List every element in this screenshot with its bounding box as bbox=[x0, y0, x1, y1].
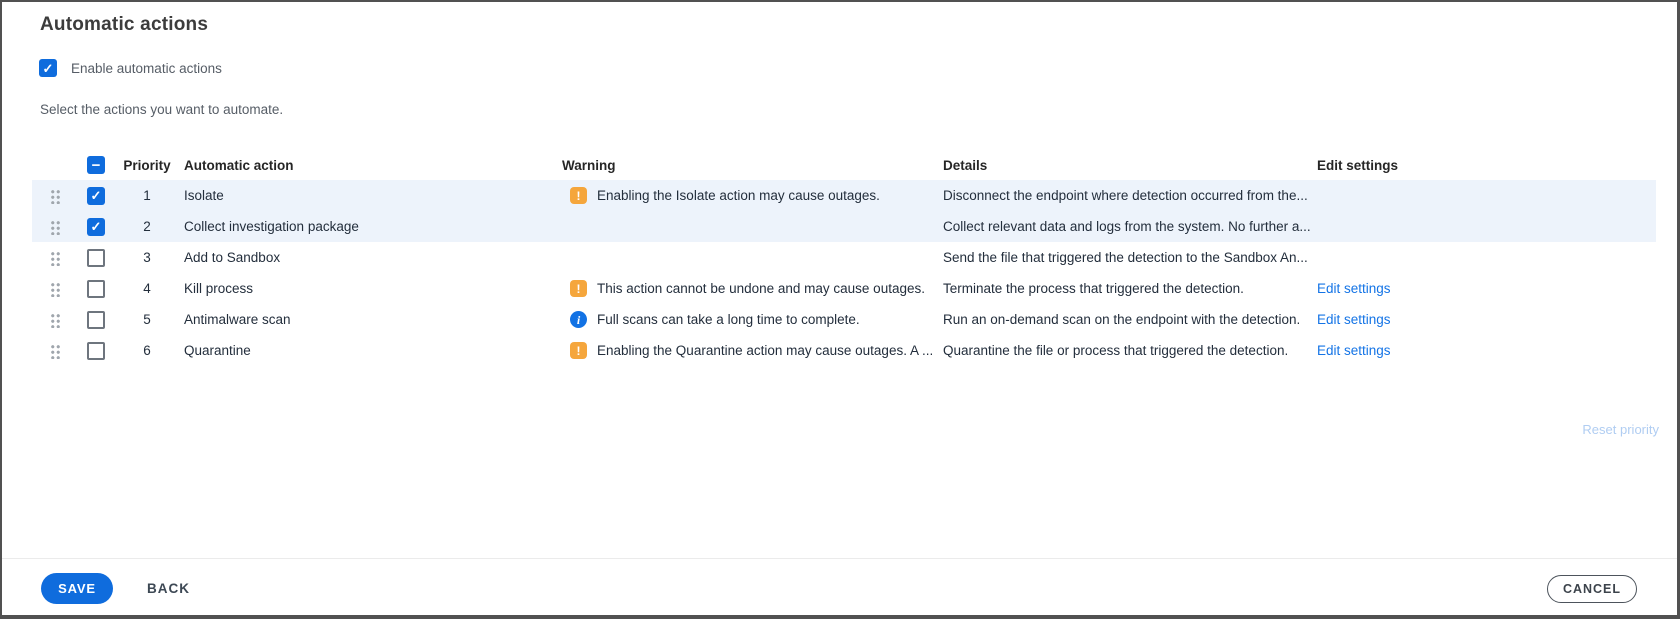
table-row bbox=[32, 242, 1656, 273]
details-cell: Send the file that triggered the detection to the Sandbox An... bbox=[943, 250, 1308, 265]
header-automatic-action: Automatic action bbox=[184, 157, 294, 173]
drag-handle-icon[interactable] bbox=[50, 219, 61, 235]
drag-handle-icon[interactable] bbox=[50, 343, 61, 359]
warning-icon: ! bbox=[570, 280, 587, 297]
action-name-cell: Antimalware scan bbox=[184, 312, 291, 327]
warning-cell bbox=[562, 249, 943, 266]
warning-cell bbox=[562, 187, 943, 204]
header-edit-settings: Edit settings bbox=[1317, 157, 1399, 173]
automatic-actions-table bbox=[32, 150, 1656, 366]
checkbox-cell bbox=[72, 249, 110, 267]
priority-cell: 6 bbox=[143, 343, 151, 358]
save-button[interactable]: SAVE bbox=[41, 573, 113, 604]
page-title: Automatic actions bbox=[40, 14, 209, 35]
edit-settings-cell bbox=[1317, 343, 1656, 358]
footer-divider bbox=[2, 558, 1677, 559]
edit-settings-link[interactable]: Edit settings bbox=[1317, 281, 1391, 296]
edit-settings-cell bbox=[1317, 312, 1656, 327]
indeterminate-icon: − bbox=[91, 156, 101, 174]
info-icon: i bbox=[570, 311, 587, 328]
priority-cell: 4 bbox=[143, 281, 151, 296]
header-warning: Warning bbox=[562, 157, 616, 173]
drag-handle-icon[interactable] bbox=[50, 312, 61, 328]
drag-handle-icon[interactable] bbox=[50, 281, 61, 297]
action-name-cell: Collect investigation package bbox=[184, 219, 359, 234]
checkbox-cell bbox=[72, 342, 110, 360]
table-row bbox=[32, 180, 1656, 211]
table-row bbox=[32, 335, 1656, 366]
edit-settings-link[interactable]: Edit settings bbox=[1317, 343, 1391, 358]
enable-automatic-actions-row bbox=[39, 59, 222, 77]
warning-text: Enabling the Isolate action may cause outages. bbox=[597, 188, 880, 203]
select-all-checkbox[interactable] bbox=[87, 156, 105, 174]
action-name-cell: Kill process bbox=[184, 281, 254, 296]
table-row bbox=[32, 273, 1656, 304]
row-checkbox[interactable] bbox=[87, 311, 105, 329]
details-cell: Terminate the process that triggered the detection. bbox=[943, 281, 1244, 296]
header-drag-column bbox=[32, 157, 72, 173]
row-checkbox[interactable] bbox=[87, 249, 105, 267]
checkbox-cell bbox=[72, 280, 110, 298]
drag-handle-icon[interactable] bbox=[50, 188, 61, 204]
table-row bbox=[32, 211, 1656, 242]
drag-cell bbox=[32, 343, 72, 359]
enable-automatic-actions-checkbox[interactable] bbox=[39, 59, 57, 77]
drag-cell bbox=[32, 312, 72, 328]
details-cell: Collect relevant data and logs from the system. No further a... bbox=[943, 219, 1311, 234]
drag-cell bbox=[32, 281, 72, 297]
warning-text: Full scans can take a long time to complete. bbox=[597, 312, 860, 327]
reset-priority-link[interactable]: Reset priority bbox=[1582, 422, 1659, 437]
header-details: Details bbox=[943, 157, 988, 173]
row-checkbox[interactable] bbox=[87, 280, 105, 298]
action-name-cell: Quarantine bbox=[184, 343, 251, 358]
row-checkbox[interactable] bbox=[87, 342, 105, 360]
warning-cell bbox=[562, 280, 943, 297]
warning-icon: ! bbox=[570, 342, 587, 359]
select-actions-subtitle: Select the actions you want to automate. bbox=[40, 102, 284, 117]
back-button[interactable]: BACK bbox=[147, 581, 190, 596]
checkbox-cell bbox=[72, 218, 110, 236]
row-checkbox[interactable] bbox=[87, 187, 105, 205]
edit-settings-link[interactable]: Edit settings bbox=[1317, 312, 1391, 327]
check-icon: ✓ bbox=[90, 219, 102, 234]
table-body bbox=[32, 180, 1656, 366]
warning-cell bbox=[562, 342, 943, 359]
checkbox-cell bbox=[72, 187, 110, 205]
check-icon: ✓ bbox=[42, 60, 54, 76]
table-row bbox=[32, 304, 1656, 335]
warning-text: Enabling the Quarantine action may cause outages. A ... bbox=[597, 343, 934, 358]
details-cell: Disconnect the endpoint where detection occurred from the... bbox=[943, 188, 1308, 203]
warning-icon: ! bbox=[570, 187, 587, 204]
drag-cell bbox=[32, 188, 72, 204]
header-priority: Priority bbox=[123, 157, 171, 173]
priority-cell: 1 bbox=[143, 188, 151, 203]
check-icon: ✓ bbox=[90, 188, 102, 203]
priority-cell: 2 bbox=[143, 219, 151, 234]
row-checkbox[interactable] bbox=[87, 218, 105, 236]
checkbox-cell bbox=[72, 311, 110, 329]
drag-cell bbox=[32, 250, 72, 266]
warning-text: This action cannot be undone and may cause outages. bbox=[597, 281, 925, 296]
header-checkbox-cell bbox=[72, 156, 110, 174]
details-cell: Quarantine the file or process that triggered the detection. bbox=[943, 343, 1289, 358]
details-cell: Run an on-demand scan on the endpoint with the detection. bbox=[943, 312, 1301, 327]
table-header-row bbox=[32, 150, 1656, 180]
edit-settings-cell bbox=[1317, 281, 1656, 296]
drag-cell bbox=[32, 219, 72, 235]
action-name-cell: Add to Sandbox bbox=[184, 250, 281, 265]
priority-cell: 3 bbox=[143, 250, 151, 265]
action-name-cell: Isolate bbox=[184, 188, 224, 203]
enable-automatic-actions-label: Enable automatic actions bbox=[71, 60, 222, 76]
priority-cell: 5 bbox=[143, 312, 151, 327]
drag-handle-icon[interactable] bbox=[50, 250, 61, 266]
warning-cell bbox=[562, 311, 943, 328]
warning-cell bbox=[562, 218, 943, 235]
cancel-button[interactable]: CANCEL bbox=[1547, 575, 1637, 603]
